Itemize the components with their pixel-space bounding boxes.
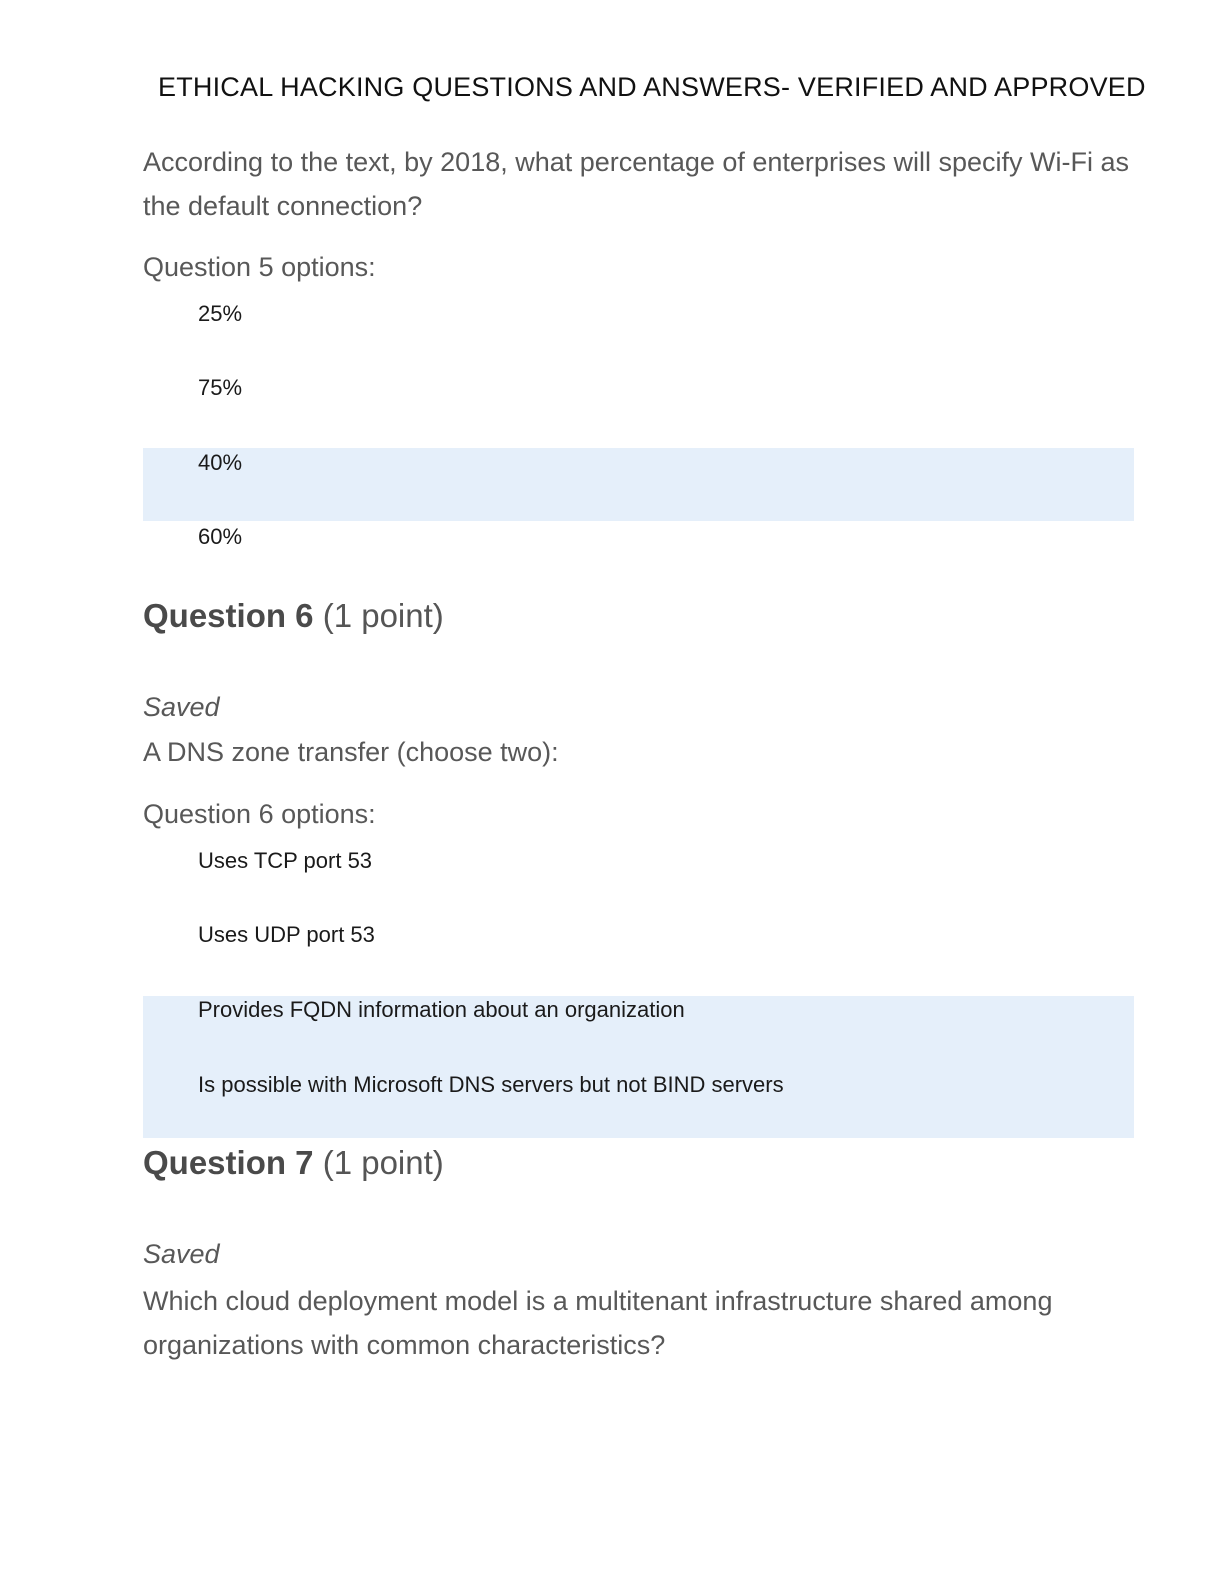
question-6-points: (1 point): [322, 597, 444, 634]
question-5-options-label: Question 5 options:: [143, 252, 376, 282]
question-6-option-3[interactable]: Provides FQDN information about an organization: [198, 997, 685, 1022]
question-6-status: Saved: [143, 692, 220, 722]
question-5-option-2[interactable]: 75%: [198, 375, 243, 400]
question-6-option-2[interactable]: Uses UDP port 53: [198, 922, 375, 947]
question-7-status: Saved: [143, 1239, 220, 1269]
question-7-number: Question 7: [143, 1144, 314, 1181]
question-7-prompt: Which cloud deployment model is a multitenant infrastructure shared among organizations with common characteristics?: [143, 1286, 1053, 1360]
question-6-option-4[interactable]: Is possible with Microsoft DNS servers but not BIND servers: [198, 1072, 784, 1097]
question-5-selected-highlight: [143, 448, 1134, 521]
question-6-prompt: A DNS zone transfer (choose two):: [143, 737, 559, 767]
question-7-heading: [143, 1144, 444, 1182]
question-6-options-label: Question 6 options:: [143, 799, 376, 829]
question-5-option-1[interactable]: 25%: [198, 301, 243, 326]
question-5-option-3[interactable]: 40%: [198, 450, 243, 475]
question-5-prompt: According to the text, by 2018, what percentage of enterprises will specify Wi-Fi as the default connection?: [143, 147, 1129, 221]
document-title: ETHICAL HACKING QUESTIONS AND ANSWERS- VERIFIED AND APPROVED: [158, 72, 1146, 102]
question-6-option-1[interactable]: Uses TCP port 53: [198, 848, 373, 873]
question-5-option-4[interactable]: 60%: [198, 524, 243, 549]
question-7-points: (1 point): [322, 1144, 444, 1181]
question-6-heading: [143, 597, 444, 635]
question-6-number: Question 6: [143, 597, 314, 634]
